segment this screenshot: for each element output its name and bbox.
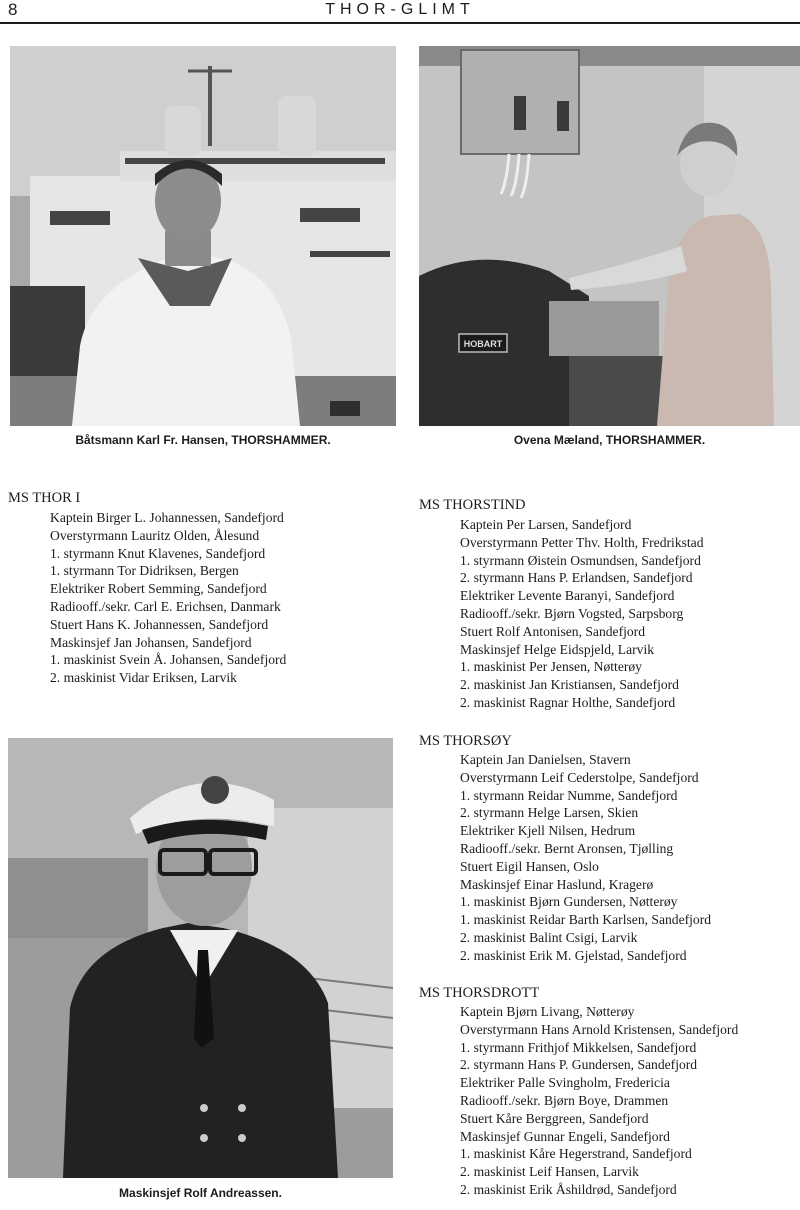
crew-list-thorsoy — [460, 751, 711, 965]
crew-entry: Overstyrmann Lauritz Olden, Ålesund — [50, 527, 260, 543]
crew-entry: Radiooff./sekr. Bjørn Boye, Drammen — [460, 1092, 669, 1108]
publication-title: THOR-GLIMT — [325, 1, 475, 18]
ship-title-thorstind: MS THORSTIND — [419, 497, 526, 513]
crew-entry: 2. maskinist Leif Hansen, Larvik — [460, 1164, 639, 1180]
crew-entry: Stuert Hans K. Johannessen, Sandefjord — [50, 616, 269, 632]
caption-boatswain: Båtsmann Karl Fr. Hansen, THORSHAMMER. — [75, 433, 331, 447]
header-rule — [0, 22, 800, 24]
crew-entry: Elektriker Levente Baranyi, Sandefjord — [460, 588, 675, 604]
crew-entry: Stuert Kåre Berggreen, Sandefjord — [460, 1110, 649, 1126]
crew-list-thorsdrott — [460, 1003, 738, 1199]
crew-entry: 1. styrmann Øistein Osmundsen, Sandefjord — [460, 552, 701, 568]
ship-title-thorsdrott: MS THORSDROTT — [419, 985, 540, 1001]
crew-entry: 1. maskinist Kåre Hegerstrand, Sandefjord — [460, 1146, 692, 1162]
photo-stewardess — [419, 46, 800, 426]
crew-entry: Stuert Rolf Antonisen, Sandefjord — [460, 623, 646, 639]
caption-stewardess: Ovena Mæland, THORSHAMMER. — [513, 433, 706, 447]
crew-entry: 2. maskinist Balint Csigi, Larvik — [460, 929, 638, 945]
crew-entry: Kaptein Per Larsen, Sandefjord — [460, 517, 632, 532]
page-header — [0, 0, 800, 24]
crew-entry: 1. styrmann Knut Klavenes, Sandefjord — [50, 545, 266, 561]
crew-entry: 1. maskinist Reidar Barth Karlsen, Sandefjord — [460, 912, 712, 928]
crew-entry: Maskinsjef Einar Haslund, Kragerø — [460, 876, 654, 892]
crew-entry: Elektriker Kjell Nilsen, Hedrum — [460, 823, 636, 839]
crew-entry: 1. maskinist Svein Å. Johansen, Sandefjord — [50, 652, 287, 668]
ship-title-thor-i: MS THOR I — [8, 490, 81, 506]
crew-entry: 1. maskinist Per Jensen, Nøtterøy — [460, 659, 642, 675]
crew-entry: Overstyrmann Leif Cederstolpe, Sandefjord — [460, 769, 699, 785]
photo-boatswain — [10, 46, 396, 426]
crew-entry: 1. styrmann Frithjof Mikkelsen, Sandefjord — [460, 1039, 697, 1055]
crew-entry: Kaptein Birger L. Johannessen, Sandefjord — [50, 510, 284, 525]
crew-entry: 2. maskinist Vidar Eriksen, Larvik — [50, 670, 237, 686]
crew-entry: Elektriker Robert Semming, Sandefjord — [50, 581, 267, 597]
crew-entry: 2. styrmann Hans P. Gundersen, Sandefjord — [460, 1057, 698, 1073]
crew-entry: Elektriker Palle Svingholm, Fredericia — [460, 1075, 670, 1091]
crew-entry: 2. styrmann Helge Larsen, Skien — [460, 805, 639, 821]
page-number: 8 — [8, 0, 18, 19]
ship-title-thorsoy: MS THORSØY — [419, 733, 512, 749]
crew-entry: 2. maskinist Jan Kristiansen, Sandefjord — [460, 677, 679, 693]
crew-entry: Overstyrmann Petter Thv. Holth, Fredrikstad — [460, 534, 704, 550]
crew-entry: 2. maskinist Ragnar Holthe, Sandefjord — [460, 694, 676, 710]
crew-entry: Radiooff./sekr. Bjørn Vogsted, Sarpsborg — [460, 605, 684, 621]
dishwasher-brand-label: HOBART — [463, 339, 503, 349]
crew-entry: Stuert Eigil Hansen, Oslo — [460, 858, 599, 874]
crew-entry: Radiooff./sekr. Carl E. Erichsen, Danmark — [50, 598, 281, 614]
caption-chief-engineer: Maskinsjef Rolf Andreassen. — [119, 1186, 282, 1200]
crew-entry: Maskinsjef Helge Eidspjeld, Larvik — [460, 641, 655, 657]
crew-entry: Overstyrmann Hans Arnold Kristensen, Sandefjord — [460, 1021, 739, 1037]
crew-entry: Kaptein Jan Danielsen, Stavern — [460, 752, 631, 767]
crew-entry: 2. styrmann Hans P. Erlandsen, Sandefjord — [460, 570, 693, 586]
crew-entry: 1. styrmann Reidar Numme, Sandefjord — [460, 787, 678, 803]
crew-entry: Radiooff./sekr. Bernt Aronsen, Tjølling — [460, 840, 674, 856]
crew-entry: 2. maskinist Erik M. Gjelstad, Sandefjord — [460, 947, 687, 963]
crew-entry: 2. maskinist Erik Åshildrød, Sandefjord — [460, 1181, 677, 1197]
crew-entry: Maskinsjef Jan Johansen, Sandefjord — [50, 634, 252, 650]
crew-list-thorstind — [460, 516, 704, 712]
crew-entry: 1. styrmann Tor Didriksen, Bergen — [50, 563, 239, 579]
crew-list-thor-i — [50, 509, 286, 687]
crew-entry: 1. maskinist Bjørn Gundersen, Nøtterøy — [460, 894, 678, 910]
crew-entry: Kaptein Bjørn Livang, Nøtterøy — [460, 1004, 635, 1019]
photo-chief-engineer — [8, 738, 393, 1178]
crew-entry: Maskinsjef Gunnar Engeli, Sandefjord — [460, 1128, 670, 1144]
